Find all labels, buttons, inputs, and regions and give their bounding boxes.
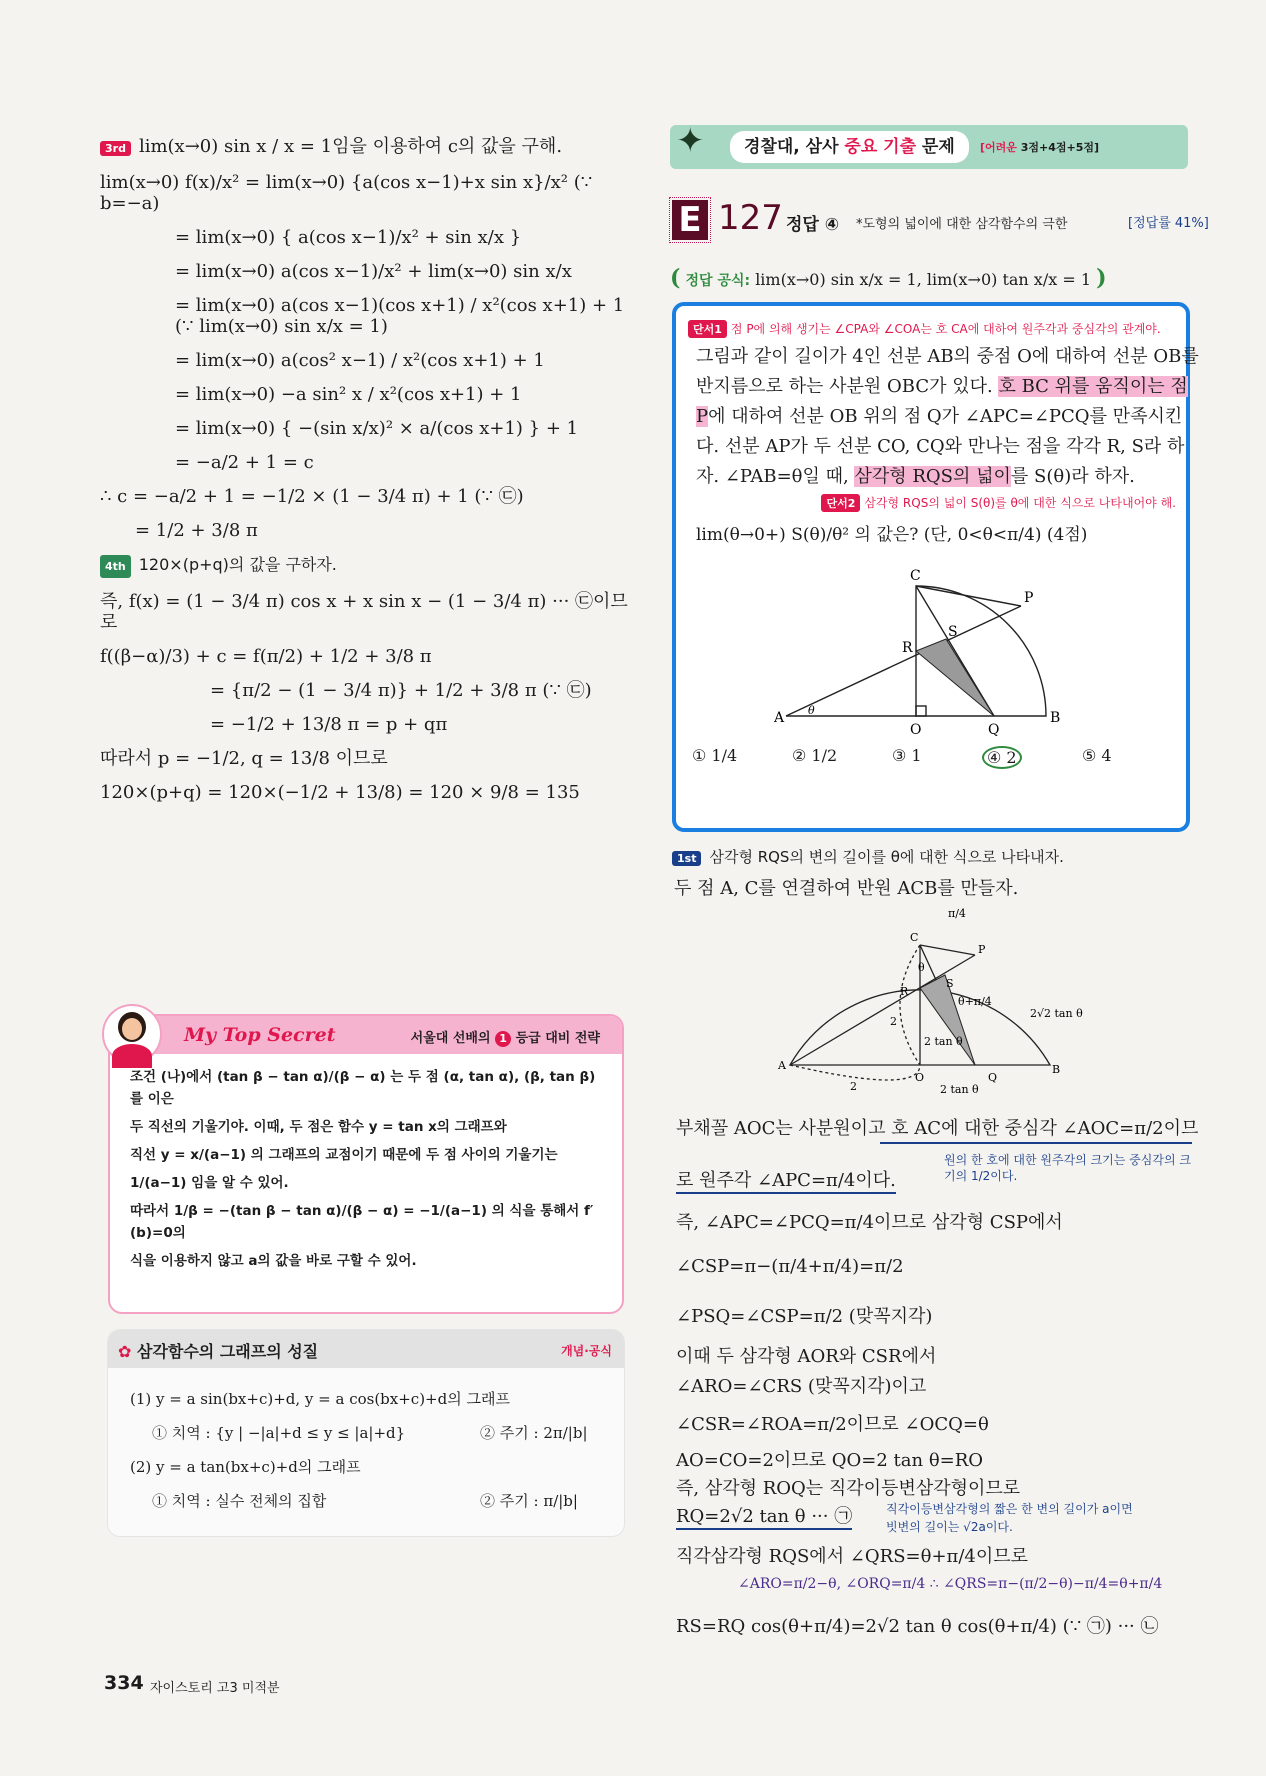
- solution-line: = lim(x→0) −a sin² x / x²(cos x+1) + 1: [175, 384, 522, 405]
- hint-text: 삼각형 RQS의 넓이 S(θ)를 θ에 대한 식으로 나타내어야 해.: [864, 496, 1176, 510]
- note-line: 빗변의 길이는 √2a이다.: [886, 1520, 1013, 1534]
- label-r: R: [902, 640, 913, 656]
- step-text: 120×(p+q)의 값을 구하자.: [138, 555, 337, 574]
- section-banner: [670, 121, 1188, 169]
- book-title: 자이스토리 고3 미적분: [150, 1681, 280, 1696]
- concept-line: (1) y = a sin(bx+c)+d, y = a cos(bx+c)+d의 그래프: [130, 1390, 510, 1408]
- solution-line: = lim(x→0) a(cos x−1)(cos x+1) / x²(cos x+1) + 1 (∵ lim(x→0) sin x/x = 1): [175, 295, 625, 337]
- solution-column: [100, 172, 630, 816]
- solution-line: ∠ARO=∠CRS (맞꼭지각)이고: [676, 1376, 927, 1397]
- label-c: C: [910, 568, 921, 584]
- tip-line: 직선 y = x/(a−1) 의 그래프의 교점이기 때문에 두 점 사이의 기울기는: [130, 1147, 558, 1163]
- hint-1: [688, 320, 1161, 338]
- solution-line: 즉, f(x) = (1 − 3/4 π) cos x + x sin x − (1 − 3/4 π) ··· ㉢이므로: [100, 591, 628, 633]
- highlight: 호 BC 위를 움직이는 점: [998, 376, 1188, 397]
- concept-title: [118, 1339, 318, 1362]
- label: O: [915, 1071, 925, 1084]
- difficulty-points: 3점+4점+5점]: [1016, 141, 1100, 154]
- choice-selected[interactable]: ④ 2: [982, 746, 1022, 769]
- solution-line: = −1/2 + 13/8 π = p + qπ: [210, 714, 448, 735]
- solution-line: 즉, 삼각형 ROQ는 직각이등변삼각형이므로: [676, 1478, 1021, 1499]
- solution-line: 이때 두 삼각형 AOR와 CSR에서: [676, 1346, 937, 1367]
- tip-line: 조건 (나)에서 (tan β − tan α)/(β − α) 는 두 점 (α, tan α), (β, tan β)를 이은: [130, 1069, 596, 1107]
- problem-line: 반지름으로 하는 사분원 OBC가 있다.: [696, 376, 993, 397]
- solution-line: 로 원주각 ∠APC=π/4이다.: [676, 1166, 896, 1194]
- solution-line: 두 점 A, C를 연결하여 반원 ACB를 만들자.: [674, 878, 1019, 899]
- solution-line: 즉, ∠APC=∠PCQ=π/4이므로 삼각형 CSP에서: [676, 1212, 1063, 1233]
- label-s: S: [948, 624, 958, 640]
- solution-line: = −a/2 + 1 = c: [175, 452, 314, 473]
- choice[interactable]: ⑤ 4: [1082, 746, 1112, 765]
- label: 2: [850, 1080, 857, 1093]
- avatar: [102, 1004, 162, 1064]
- label-a: A: [774, 710, 785, 726]
- step-text: lim(x→0) sin x / x = 1임을 이용하여 c의 값을 구해.: [138, 136, 563, 157]
- solution-line: ∠PSQ=∠CSP=π/2 (맞꼭지각): [676, 1306, 933, 1327]
- step1-heading: [672, 846, 1064, 867]
- subtitle-text: 등급 대비 전략: [515, 1031, 600, 1046]
- step4-heading: [100, 554, 630, 578]
- formula-text: lim(x→0) sin x/x = 1, lim(x→0) tan x/x = 1: [755, 270, 1091, 289]
- step-text: 삼각형 RQS의 변의 길이를 θ에 대한 식으로 나타내자.: [709, 848, 1064, 866]
- label: R: [900, 985, 909, 998]
- underline: [880, 1142, 1192, 1144]
- banner-text: 중요 기출: [844, 137, 917, 157]
- choice[interactable]: ② 1/2: [792, 746, 838, 765]
- solution-line: = 1/2 + 3/8 π: [135, 520, 258, 541]
- solution-line: RQ=2√2 tan θ ··· ㉠: [676, 1502, 852, 1530]
- semicircle-figure: [760, 905, 1140, 1095]
- label: 2 tan θ: [940, 1083, 979, 1096]
- tip-line: 1/(a−1) 임을 알 수 있어.: [130, 1175, 289, 1191]
- label: π/4: [948, 907, 966, 920]
- problem-line: 자. ∠PAB=θ일 때,: [696, 466, 855, 487]
- solution-line: 따라서 p = −1/2, q = 13/8 이므로: [100, 748, 388, 769]
- label: S: [946, 977, 954, 990]
- problem-line: 다. 선분 AP가 두 선분 CO, CQ와 만나는 점을 각각 R, S라 하: [696, 436, 1185, 457]
- solution-line: ∴ c = −a/2 + 1 = −1/2 × (1 − 3/4 π) + 1 (∵ ㉢): [100, 486, 524, 507]
- solution-line: RS=RQ cos(θ+π/4)=2√2 tan θ cos(θ+π/4) (∵ ㉠) ··· ㉡: [676, 1616, 1159, 1637]
- solution-line: ∠CSR=∠ROA=π/2이므로 ∠OCQ=θ: [676, 1414, 989, 1435]
- top-secret-box: [108, 1014, 624, 1314]
- label: 2: [890, 1015, 897, 1028]
- label-b: B: [1050, 710, 1061, 726]
- label: θ+π/4: [958, 995, 992, 1008]
- note: ∠ARO=π/2−θ, ∠ORQ=π/4 ∴ ∠QRS=π−(π/2−θ)−π/4=θ+π/4: [738, 1576, 1163, 1592]
- banner-text: 경찰대, 삼사: [744, 137, 845, 157]
- hint-tag: 단서2: [821, 494, 860, 512]
- top-secret-title: My Top Secret: [184, 1024, 336, 1046]
- problem-text: [696, 342, 1199, 492]
- tip-line: 따라서 1/β = −(tan β − tan α)/(β − α) = −1/(a−1) 의 식을 통해서 f′(b)=0의: [130, 1203, 594, 1241]
- concept-line: ① 치역 : {y | −|a|+d ≤ y ≤ |a|+d}: [152, 1424, 406, 1442]
- label: θ: [918, 961, 925, 974]
- solution-line: 부채꼴 AOC는 사분원이고 호 AC에 대한 중심각 ∠AOC=π/2이므: [676, 1118, 1199, 1139]
- highlight: P: [696, 406, 709, 427]
- note-line: 직각이등변삼각형의 짧은 한 변의 길이가 a이면: [886, 1502, 1133, 1516]
- concept-line: ② 주기 : 2π/|b|: [480, 1424, 588, 1442]
- difficulty: [980, 139, 1099, 155]
- label: B: [1052, 1063, 1061, 1076]
- problem-box: [672, 302, 1199, 832]
- step3-heading: [100, 132, 562, 158]
- grade-badge: 1: [495, 1031, 511, 1047]
- hint-tag: 단서1: [688, 320, 727, 338]
- hint-text: 점 P에 의해 생기는 ∠CPA와 ∠COA는 호 CA에 대하여 원주각과 중심각의 관계야.: [730, 322, 1161, 336]
- choice[interactable]: ① 1/4: [692, 746, 738, 765]
- solution-line: ∠CSP=π−(π/4+π/4)=π/2: [676, 1256, 904, 1277]
- problem-figure: [776, 556, 1076, 736]
- label: P: [978, 943, 986, 956]
- label-p: P: [1024, 590, 1034, 606]
- problem-line: 를 S(θ)라 하자.: [1010, 466, 1135, 487]
- label: Q: [988, 1071, 998, 1084]
- subtitle-text: 서울대 선배의: [410, 1031, 491, 1046]
- step-tag: 1st: [672, 851, 701, 866]
- solution-line: = lim(x→0) { a(cos x−1)/x² + sin x/x }: [175, 227, 522, 248]
- problem-line: 에 대하여 선분 OB 위의 점 Q가 ∠APC=∠PCQ를 만족시킨: [708, 406, 1183, 427]
- tip-line: 두 직선의 기울기야. 이때, 두 점은 함수 y = tan x의 그래프와: [130, 1119, 507, 1135]
- problem-number: 127: [718, 198, 783, 238]
- label-o: O: [910, 722, 922, 738]
- problem-letter: E: [672, 200, 708, 240]
- solution-line: = {π/2 − (1 − 3/4 π)} + 1/2 + 3/8 π (∵ ㉢): [210, 680, 592, 701]
- label-theta: θ: [808, 704, 815, 717]
- star-icon: ✦: [676, 121, 705, 161]
- solution-line: 직각삼각형 RQS에서 ∠QRS=θ+π/4이므로: [676, 1546, 1029, 1567]
- problem-topic: *도형의 넓이에 대한 삼각함수의 극한: [856, 217, 1068, 232]
- banner-title: [730, 131, 969, 163]
- tip-line: 식을 이용하지 않고 a의 값을 바로 구할 수 있어.: [130, 1253, 417, 1269]
- label: 2 tan θ: [924, 1035, 963, 1048]
- step-tag: 3rd: [100, 141, 131, 156]
- concept-line: ① 치역 : 실수 전체의 집합: [152, 1492, 327, 1510]
- label: 2√2 tan θ: [1030, 1007, 1083, 1020]
- formula-label: 정답 공식:: [685, 273, 751, 289]
- solution-line: AO=CO=2이므로 QO=2 tan θ=RO: [676, 1450, 984, 1471]
- label: C: [910, 931, 919, 944]
- answer-formula: ( 정답 공식: lim(x→0) sin x/x = 1, lim(x→0) tan x/x = 1 ): [670, 265, 1107, 291]
- solution-line: = lim(x→0) { −(sin x/x)² × a/(cos x+1) } + 1: [175, 418, 579, 439]
- question-text: lim(θ→0+) S(θ)/θ² 의 값은? (단, 0<θ<π/4) (4점): [696, 525, 1088, 545]
- solution-line: f((β−α)/3) + c = f(π/2) + 1/2 + 3/8 π: [100, 646, 432, 667]
- choice[interactable]: ③ 1: [892, 746, 922, 765]
- solution-line: = lim(x→0) a(cos x−1)/x² + lim(x→0) sin x/x: [175, 261, 572, 282]
- solution-line: = lim(x→0) a(cos² x−1) / x²(cos x+1) + 1: [175, 350, 545, 371]
- solution-line: lim(x→0) f(x)/x² = lim(x→0) {a(cos x−1)+x sin x}/x² (∵ b=−a): [100, 172, 593, 214]
- concept-badge: 개념·공식: [561, 1344, 612, 1358]
- note: [886, 1500, 1133, 1536]
- correct-rate: [정답률 41%]: [1128, 216, 1209, 231]
- page-number: 334: [104, 1672, 144, 1694]
- concept-box: [108, 1330, 624, 1536]
- highlight: 삼각형 RQS의 넓이: [854, 466, 1011, 487]
- banner-text: 문제: [916, 137, 955, 157]
- concept-line: ② 주기 : π/|b|: [480, 1492, 578, 1510]
- label-q: Q: [988, 722, 1000, 738]
- note: 원의 한 호에 대한 원주각의 크기는 중심각의 크기의 1/2이다.: [944, 1153, 1191, 1183]
- label: A: [778, 1059, 786, 1072]
- step-tag: 4th: [100, 555, 131, 578]
- solution-line: 120×(p+q) = 120×(−1/2 + 13/8) = 120 × 9/8 = 135: [100, 782, 580, 803]
- concept-title-text: 삼각함수의 그래프의 성질: [136, 1342, 319, 1361]
- problem-line: 그림과 같이 길이가 4인 선분 AB의 중점 O에 대하여 선분 OB를: [696, 346, 1199, 367]
- answer-label: 정답 ④: [786, 215, 840, 235]
- hint-2: [821, 494, 1176, 512]
- difficulty-label: [어려운: [980, 141, 1017, 154]
- concept-line: (2) y = a tan(bx+c)+d의 그래프: [130, 1458, 361, 1476]
- top-secret-subtitle: [411, 1027, 600, 1047]
- flower-icon: ✿: [118, 1342, 132, 1361]
